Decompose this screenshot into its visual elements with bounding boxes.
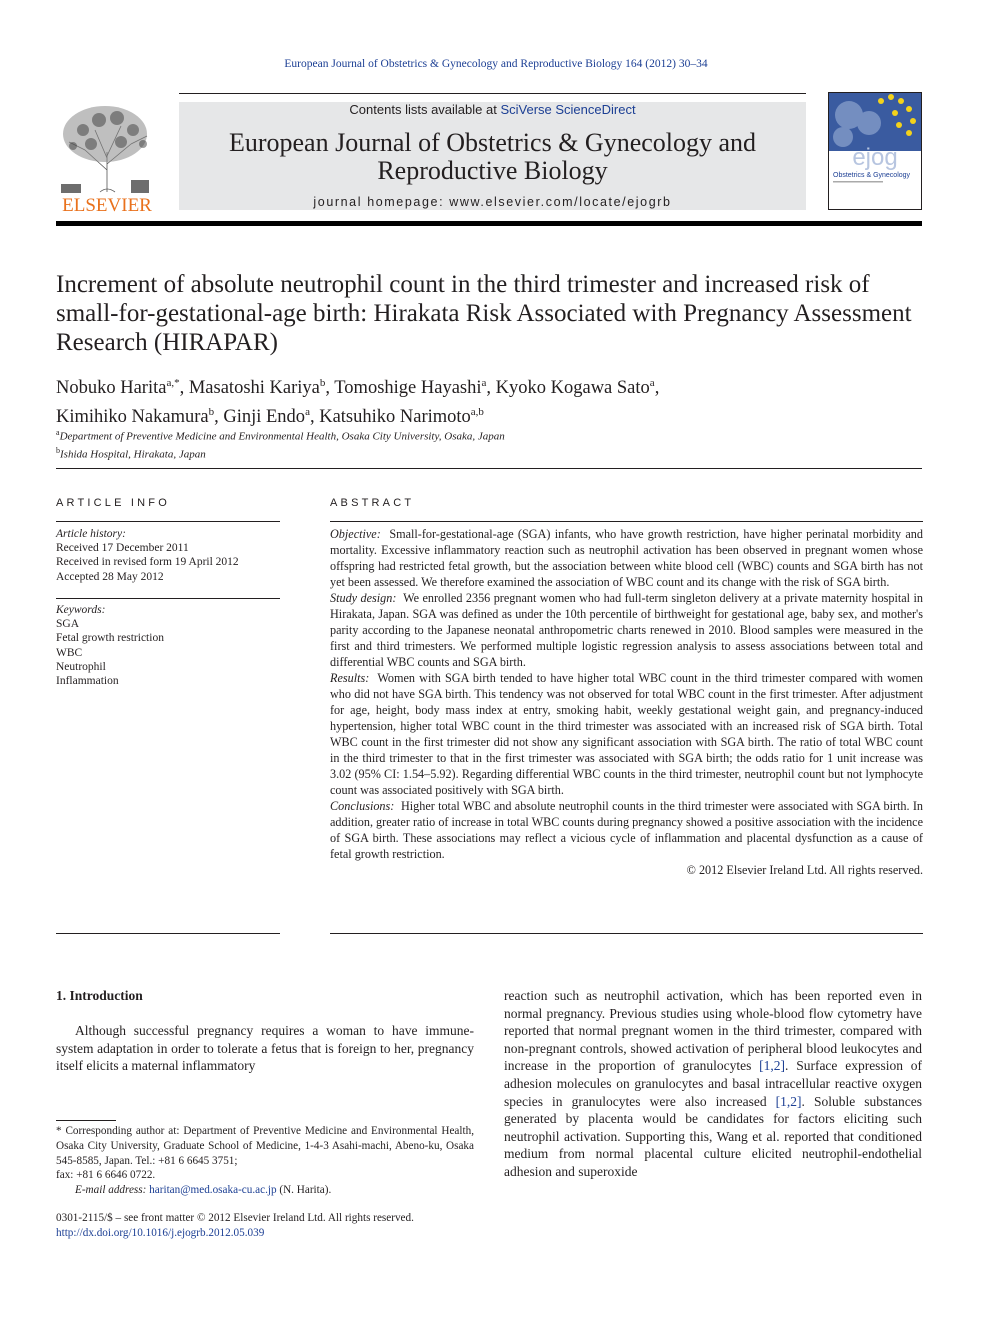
intro-right-column [504,987,922,1181]
sciencedirect-link[interactable]: SciVerse ScienceDirect [500,102,636,117]
contents-line [179,102,806,117]
elsevier-tree-icon [55,100,159,214]
abstract-results: Results: Women with SGA birth tended to have higher total WBC count in the third trimester compared with women who did not have SGA birth. This tendency was not observed for total WBC count in the first trimester. After adjustment for age, height, body mass index at entry, smoking habit, weekly gestational weight gain, and pregnancy-induced hypertension, higher total WBC count in the third trimester was associated with an increased risk of SGA birth. Total WBC count in the first trimester did not show any significant association with SGA birth. The ratio of total WBC count in the third trimester to that in the first trimester was associated with SGA birth; the odds ratio for 1 unit increase was 3.02 (95% CI: 1.54–5.92). Regarding differential WBC counts in the third trimester, neutrophil count but not lymphocyte count was associated positively with SGA birth. [330,671,923,797]
cover-caption: Obstetrics & Gynecology [833,172,911,179]
journal-homepage[interactable]: journal homepage: www.elsevier.com/locate/ejogrb [313,195,672,209]
abstract-copyright: © 2012 Elsevier Ireland Ltd. All rights reserved. [686,863,923,877]
section-heading-introduction: 1. Introduction [56,988,143,1003]
journal-name [179,129,806,185]
history-label: Article history: [56,528,126,540]
reference-link[interactable]: [1,2] [775,1093,802,1109]
header-top-rule [179,93,806,94]
author-name[interactable]: Ginji Endo [223,407,306,428]
header-thick-rule [56,221,922,226]
abstract-conclusions: Conclusions: Higher total WBC and absolute neutrophil counts in the third trimester were associated with SGA birth. In addition, greater ratio of increase in total WBC counts during pregnancy showed a positive association with the incidence of SGA birth. These associations may reflect a vicious cycle of inflammation and placental dysfunction as a cause of fetal growth restriction. [330,799,924,861]
author-name[interactable]: Katsuhiko Narimoto [319,407,471,428]
affiliation-rule [56,468,922,469]
cover-ejog-mark: ejog [852,144,898,171]
issn-line: 0301-2115/$ – see front matter © 2012 Elsevier Ireland Ltd. All rights reserved. [56,1212,414,1224]
contents-prefix: Contents lists available at [349,102,501,117]
article-info-heading: ARTICLE INFO [56,497,170,509]
reference-link[interactable]: [1,2] [759,1058,786,1074]
article-history [56,527,280,584]
author-affil-marker[interactable]: a [305,406,310,419]
intro-left-column [56,1022,474,1075]
history-received: Received 17 December 2011 [56,542,189,555]
keyword-item: Neutrophil [56,660,106,673]
elsevier-logo [55,100,159,214]
elsevier-wordmark: ELSEVIER [62,195,152,214]
article-identifiers [56,1211,656,1241]
author-affil-marker[interactable]: a,b [470,406,484,419]
author-affil-marker[interactable]: a [481,377,487,389]
abstract-body [330,526,923,878]
keyword-item: WBC [56,646,83,659]
abstract-bottom-rule [330,933,923,934]
keywords [56,603,280,688]
journal-name-line2: Reproductive Biology [377,156,608,185]
corresponding-fax: fax: +81 6 6646 0722. [56,1169,156,1182]
keyword-item: Fetal growth restriction [56,632,164,645]
author-affil-marker[interactable]: a [649,377,655,389]
footnote-rule [56,1120,116,1121]
abstract-rule [330,521,923,522]
journal-name-line1: European Journal of Obstetrics & Gynecology and [228,128,757,157]
keywords-label: Keywords: [56,604,106,616]
corresponding-author-footnote [56,1124,474,1198]
intro-paragraph-continued: reaction such as neutrophil activation, which has been reported even in normal pregnancy. Previous studies using whole-blood flow cytometry have reported that normal pregnant women in the third trimester, compared with non-pregnant controls, showed activation of peripheral blood leukocytes and increase in the proportion of granulocytes [1,2]. Surface expression of adhesion molecules on granulocytes and basal intracellular reactive oxygen species in granulocytes were also increased [1,2]. Soluble substances generated by placenta would be candidates for factors eliciting such neutrophil activation. Supporting this, Wang et al. reported that conditioned medium from normal placental culture elicited neutrophil-endothelial adhesion and superoxide [504,988,922,1179]
article-info-rule [56,521,280,522]
affiliation-item: $^a$Department of Preventive Medicine and Environmental Health, Osaka City University, Osaka, Japan [56,428,505,443]
abstract-objective: Objective: Small-for-gestational-age (SGA) infants, who have growth restriction, have higher perinatal morbidity and mortality. Excessive inflammatory reaction such as neutrophil activation has been observed in pregnant women whose offspring had restricted fetal growth, but the association between white blood cell (WBC) counts and SGA birth has not yet been assessed. We therefore examined the association of WBC count and its change with the risk of SGA birth. [330,527,923,589]
affiliations [56,426,922,461]
journal-cover-image [828,92,922,210]
corresponding-email-line: E-mail address: haritan@med.osaka-cu.ac.jp (N. Harita). [75,1184,332,1197]
article-info-bottom-rule [56,933,280,934]
author-affil-marker[interactable]: b [319,377,326,389]
keyword-item: SGA [56,618,80,631]
abstract-study-design: Study design: We enrolled 2356 pregnant women who had full-term singleton delivery at a private maternity hospital in Hirakata, Japan. SGA was defined as under the 10th percentile of birthweight for gestational age, baby sex, and mother's parity according to the Japanese neonatal anthropometric charts renewed in 2010. Blood samples were measured in the first and third trimesters. We performed multiple logistic regression analysis to assess associations between total and differential WBC counts and SGA birth. [330,591,923,669]
author-name[interactable]: Masatoshi Kariya [188,378,320,399]
affiliation-item: $^b$Ishida Hospital, Hirakata, Japan [56,445,206,461]
intro-paragraph: Although successful pregnancy requires a woman to have immune-system adaptation in order to tolerate a fetus that is foreign to her, pregnancy itself elicits a maternal inflammatory [56,1023,474,1074]
author-name[interactable]: Kyoko Kogawa Sato [495,378,650,399]
keyword-item: Inflammation [56,675,119,688]
email-link[interactable]: haritan@med.osaka-cu.ac.jp [149,1184,277,1197]
author-name[interactable]: Tomoshige Hayashi [334,378,482,399]
doi-link[interactable]: http://dx.doi.org/10.1016/j.ejogrb.2012.05.039 [56,1226,265,1239]
author-name[interactable]: Kimihiko Nakamura [56,407,209,428]
author-affil-marker[interactable]: a,* [166,377,180,389]
author-name[interactable]: Nobuko Harita [56,378,167,399]
journal-citation: European Journal of Obstetrics & Gynecology and Reproductive Biology 164 (2012) 30–34 [284,58,708,70]
article-title: Increment of absolute neutrophil count in the third trimester and increased risk of small-for-gestational-age birth: Hirakata Risk Associated with Pregnancy Assessment Research (HIRAPAR) [56,271,912,356]
author-list: Nobuko Harita$^{a,*}$, Masatoshi Kariya$^b$, Tomoshige Hayashi$^a$, Kyoko Kogawa Sato$^a$, Kimihiko Nakamura$^b$, Ginji Endo$^a$, Katsuhiko Narimoto$^{a,b}$ [56,377,660,428]
corresponding-address: * Corresponding author at: Department of Preventive Medicine and Environmental Health, Osaka City University, Graduate School of Medicine, 1-4-3 Asahi-machi, Abeno-ku, Osaka 545-8585, Japan. Tel.: +81 6 6645 3751; [56,1125,474,1167]
journal-cover-icon [829,93,921,209]
abstract-heading: ABSTRACT [330,497,415,509]
history-revised: Received in revised form 19 April 2012 [56,556,239,569]
history-accepted: Accepted 28 May 2012 [56,570,164,583]
author-affil-marker[interactable]: b [208,406,215,419]
keywords-rule [56,598,280,599]
